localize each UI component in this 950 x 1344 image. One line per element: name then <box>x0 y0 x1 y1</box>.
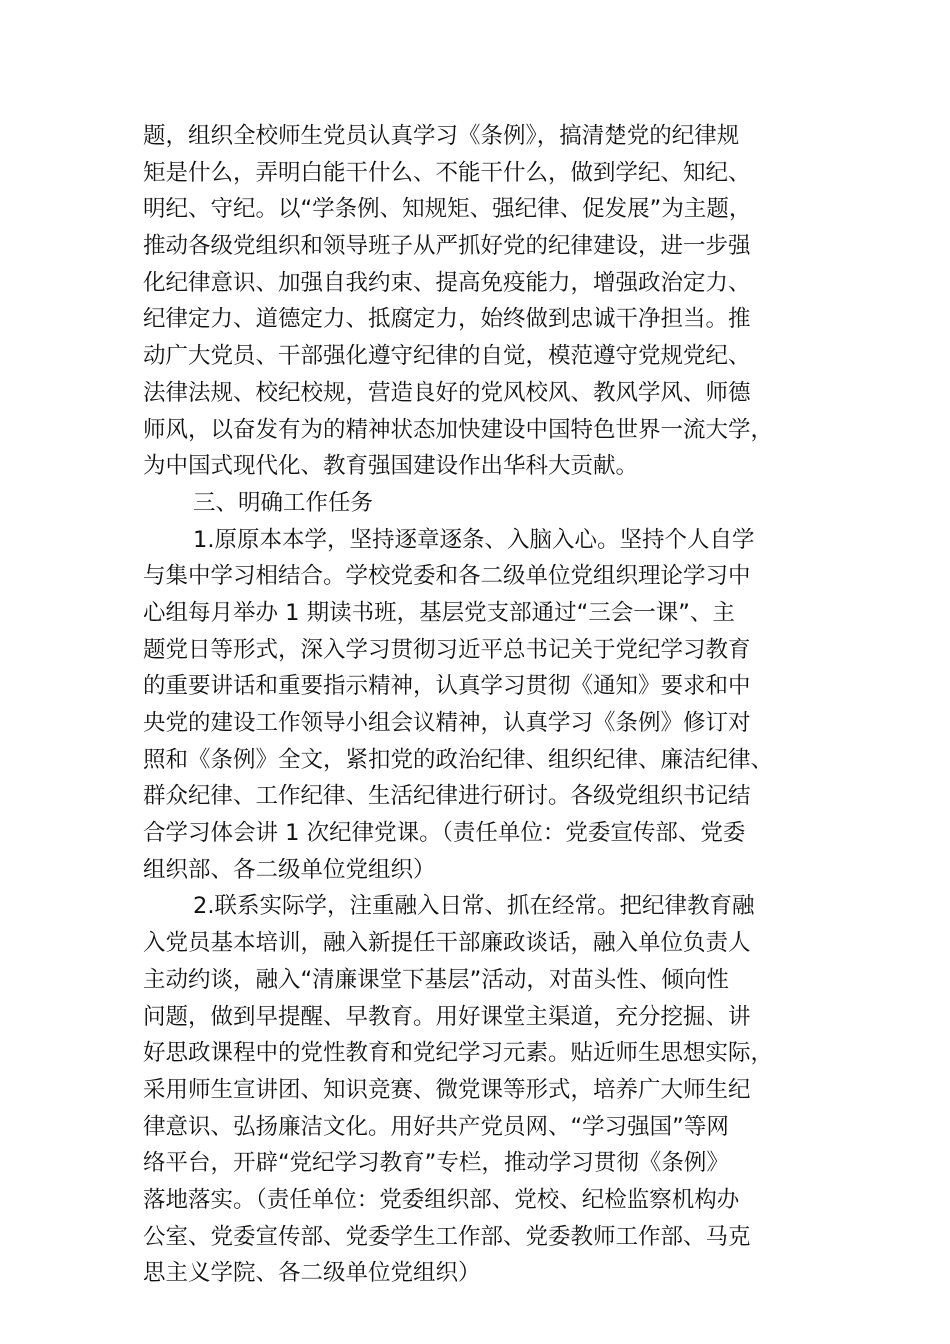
text-line: 题，组织全校师生党员认真学习《条例》，搞清楚党的纪律规 <box>143 123 740 149</box>
text-line: 师风，以奋发有为的精神状态加快建设中国特色世界一流大学， <box>143 416 774 443</box>
text-line: 心组每月举办 1 期读书班，基层党支部通过“三会一课”、主 <box>143 599 735 626</box>
text-line: 照和《条例》全文，紧扣党的政治纪律、组织纪律、廉洁纪律、 <box>143 746 774 773</box>
text-line: 化纪律意识、加强自我约束、提高免疫能力，增强政治定力、 <box>143 269 751 296</box>
text-line: 的重要讲话和重要指示精神，认真学习贯彻《通知》要求和中 <box>143 673 751 700</box>
text-line: 1.原原本本学，坚持逐章逐条、入脑入心。坚持个人自学 <box>193 526 755 553</box>
text-line: 与集中学习相结合。学校党委和各二级单位党组织理论学习中 <box>143 563 751 590</box>
text-line: 思主义学院、各二级单位党组织） <box>143 1260 481 1287</box>
text-line: 题党日等形式，深入学习贯彻习近平总书记关于党纪学习教育 <box>143 636 751 663</box>
text-line: 矩是什么，弄明白能干什么、不能干什么，做到学纪、知纪、 <box>143 159 751 186</box>
text-line: 央党的建设工作领导小组会议精神，认真学习《条例》修订对 <box>143 710 751 736</box>
text-line: 主动约谈，融入“清廉课堂下基层”活动，对苗头性、倾向性 <box>143 966 729 993</box>
text-line: 明纪、守纪。以“学条例、知规矩、强纪律、促发展”为主题， <box>143 196 752 223</box>
text-line: 三、明确工作任务 <box>193 489 374 516</box>
text-line: 落地落实。（责任单位：党委组织部、党校、纪检监察机构办 <box>143 1186 740 1213</box>
text-line: 群众纪律、工作纪律、生活纪律进行研讨。各级党组织书记结 <box>143 783 751 810</box>
document-body <box>143 118 813 1292</box>
text-line: 入党员基本培训，融入新提任干部廉政谈话，融入单位负责人 <box>143 930 751 957</box>
text-line: 为中国式现代化、教育强国建设作出华科大贡献。 <box>143 453 639 480</box>
text-line: 2.联系实际学，注重融入日常、抓在经常。把纪律教育融 <box>193 893 755 920</box>
text-line: 动广大党员、干部强化遵守纪律的自觉，模范遵守党规党纪、 <box>143 343 751 370</box>
text-line: 推动各级党组织和领导班子从严抓好党的纪律建设，进一步强 <box>143 233 751 260</box>
text-line: 纪律定力、道德定力、抵腐定力，始终做到忠诚干净担当。推 <box>143 306 751 333</box>
text-line: 公室、党委宣传部、党委学生工作部、党委教师工作部、马克 <box>143 1223 751 1250</box>
text-line: 法律法规、校纪校规，营造良好的党风校风、教风学风、师德 <box>143 379 751 406</box>
text-line: 络平台，开辟“党纪学习教育”专栏，推动学习贯彻《条例》 <box>143 1150 729 1177</box>
text-line: 组织部、各二级单位党组织） <box>143 856 436 883</box>
text-line: 采用师生宣讲团、知识竞赛、微党课等形式，培养广大师生纪 <box>143 1076 751 1103</box>
text-line: 合学习体会讲 1 次纪律党课。（责任单位：党委宣传部、党委 <box>143 820 746 847</box>
text-line: 律意识、弘扬廉洁文化。用好共产党员网、“学习强国”等网 <box>143 1113 729 1140</box>
text-line: 好思政课程中的党性教育和党纪学习元素。贴近师生思想实际， <box>143 1040 774 1067</box>
text-line: 问题，做到早提醒、早教育。用好课堂主渠道，充分挖掘、讲 <box>143 1003 751 1030</box>
